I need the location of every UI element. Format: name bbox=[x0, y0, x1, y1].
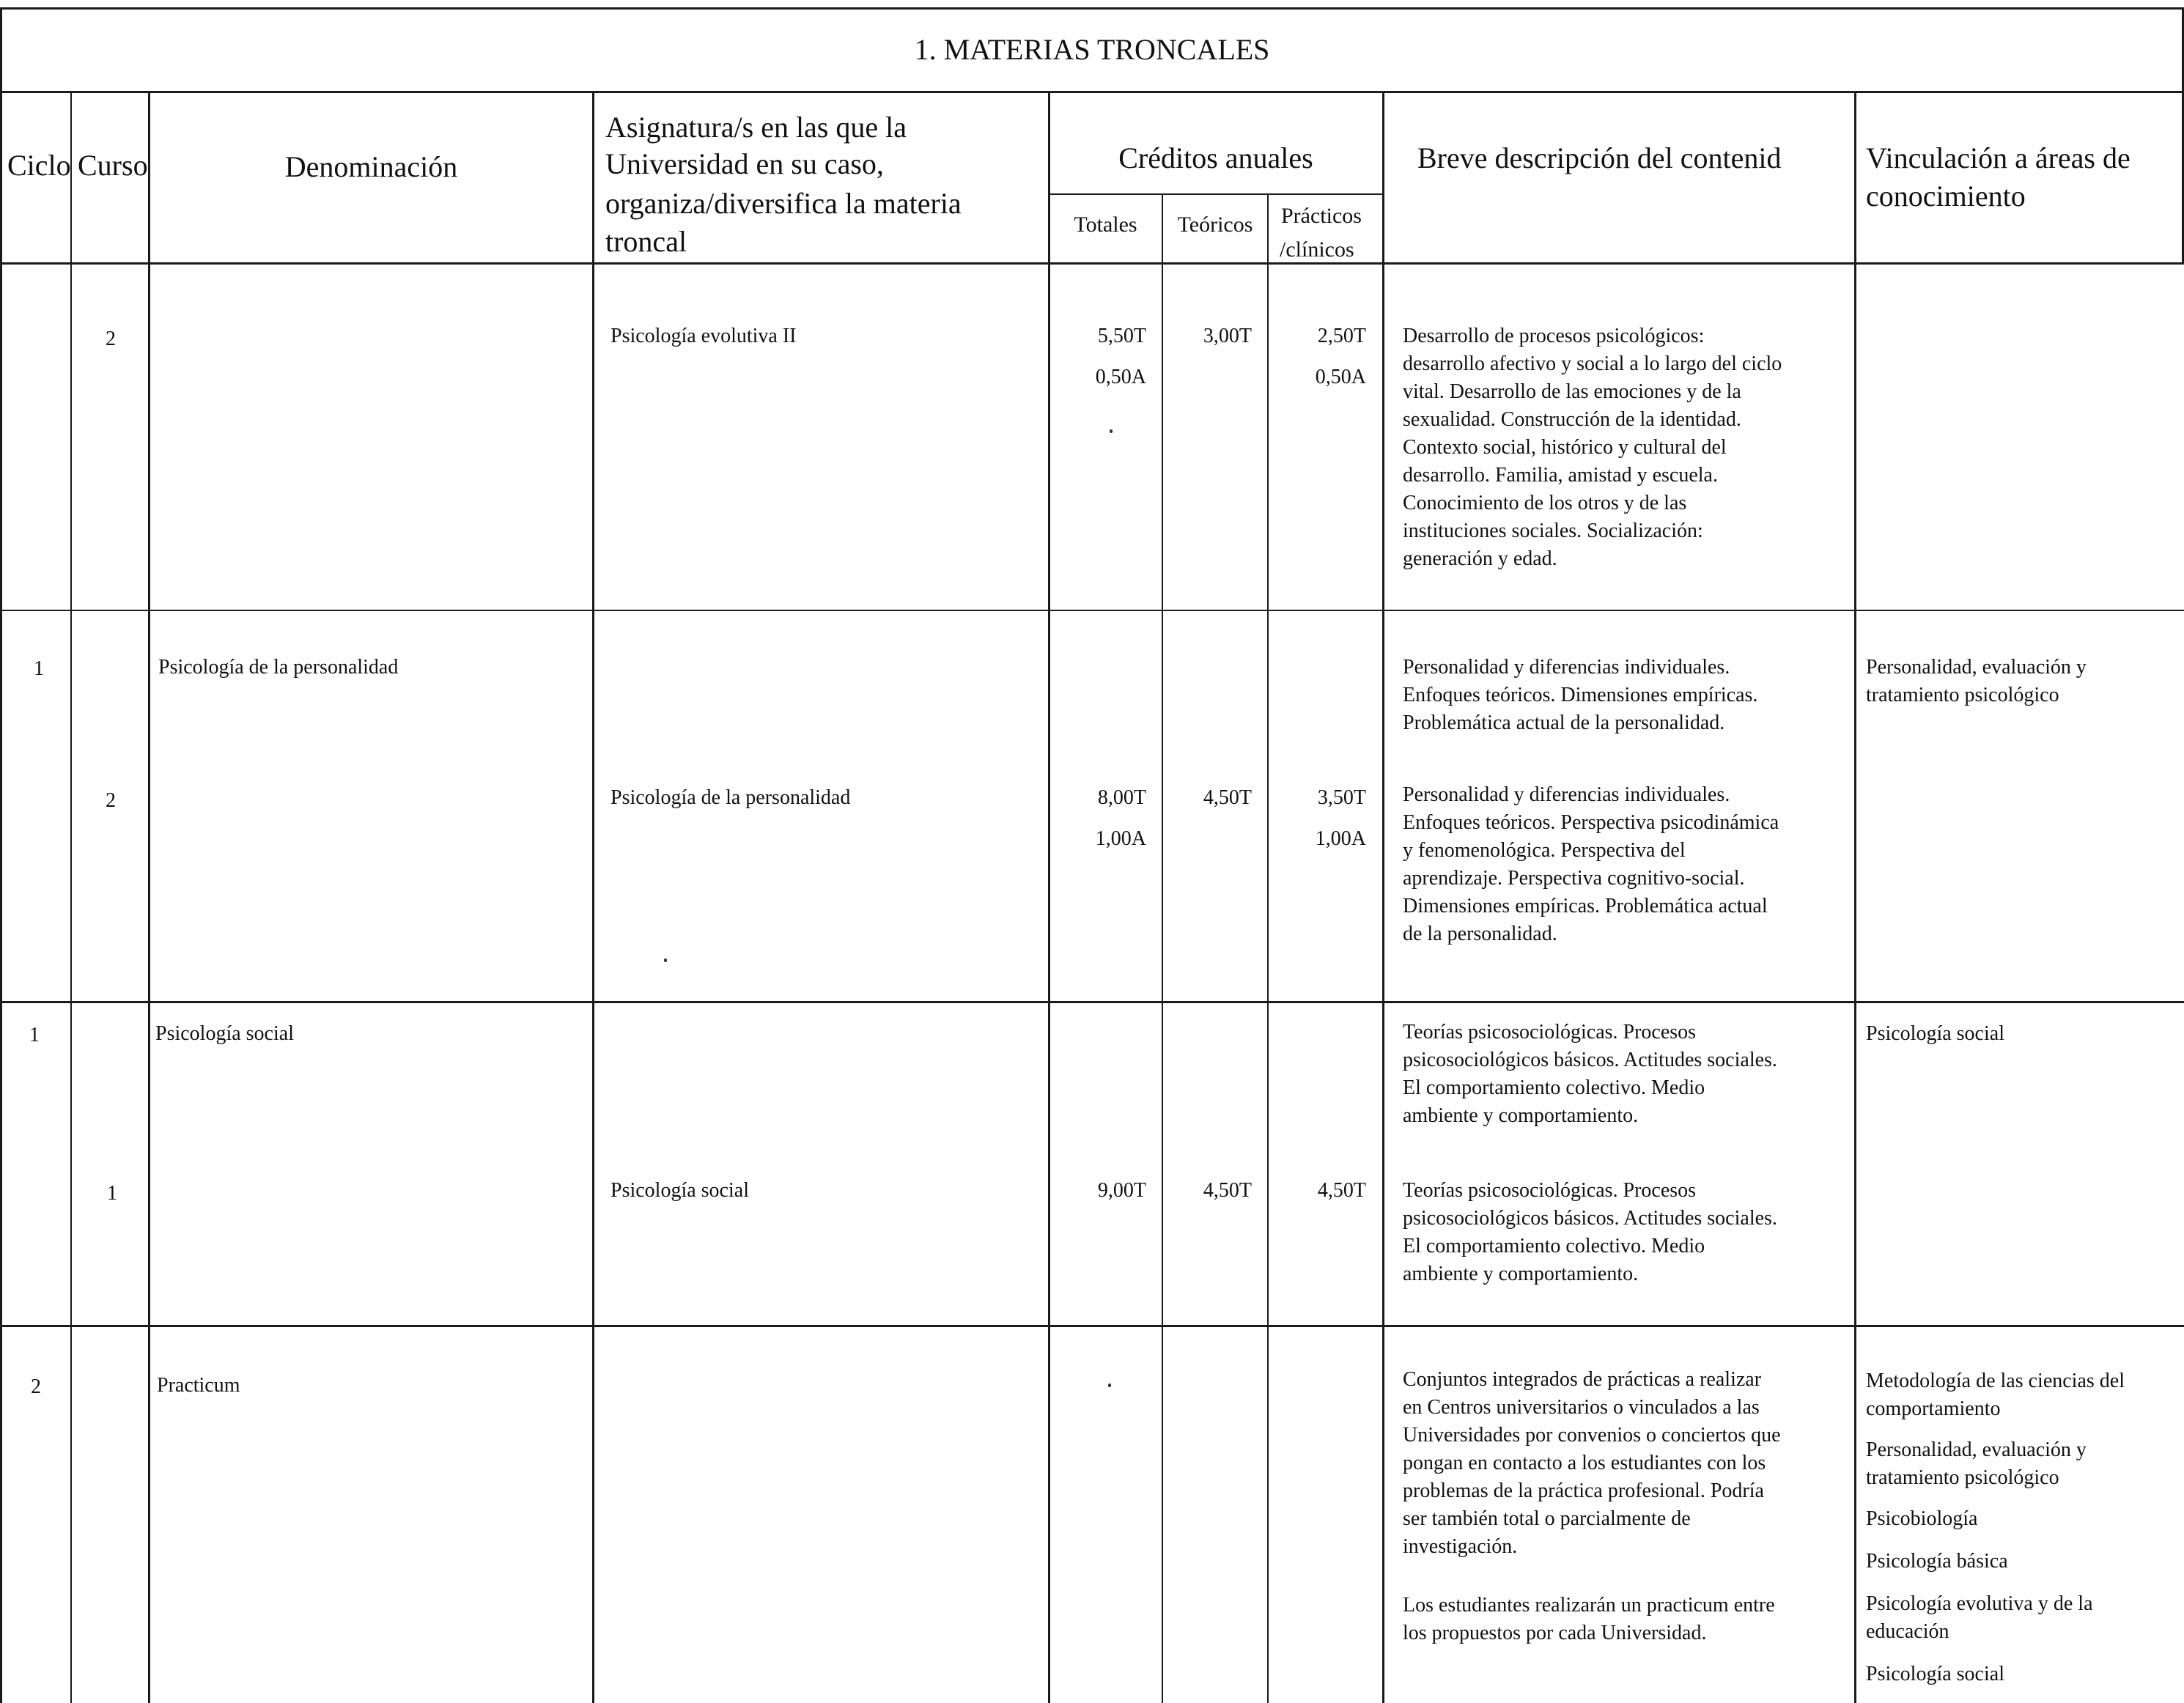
col-line-teoricos bbox=[1267, 193, 1269, 1703]
document-page: 1. MATERIAS TRONCALES Ciclo Curso Denominación Asignatura/s en las que la Universidad en su caso, organiza/diversifica la materia troncal Créditos anuales Totales Teóricos Prácticos /clínicos Breve descripción del contenid Vinculación a áreas de conocimiento 2 Psicología evolutiva II 5,50T 0,50A 3,00T 2,50T 0,50A Desarrollo de procesos psicológicos: desarrollo afectivo y social a lo largo del ciclo vital. Desarrollo de las emociones y de la sexualidad. Construcción de la identidad. Contexto social, histórico y cultural del desarrollo. Familia, amistad y escuela. Conocimiento de los otros y de las instituciones sociales. Socialización: generación y edad. 1 Psicología de la personalidad Personalidad y diferencias individuales. Enfoques teóricos. Dimensiones empíricas. Problemática actual de la personalidad. Personalidad, evaluación y tratamiento psicológico 2 Psicología de la personalidad 8,00T 1,00A 4,50T 3,50T 1,00A Personalidad y diferencias individuales. Enfoques teóricos. Perspectiva psicodinámica y fenomenológica. Perspectiva del aprendizaje. Perspectiva cognitivo-social. Dimensiones empíricas. Problemática actual de la personalidad. 1 Psicología social Teorías psicosociológicas. Procesos psicosociológicos básicos. Actitudes sociales. El comportamiento colectivo. Medio ambiente y comportamiento. Psicología social 1 Psicología social 9,00T 4,50T 4,50T Teorías psicosociológicas. Procesos psicosociológicos básicos. Actitudes sociales. El comportamiento colectivo. Medio ambiente y comportamiento. 2 Practicum Conjuntos integrados de prácticas a realizar en Centros universitarios o vinculados a las Universidades por convenios o conciertos que pongan en contacto a los estudiantes con los problemas de la práctica profesional. Podría ser también total o parcialmente de investigación. Los estudiantes realizarán un practicum entre los propuestos por cada Universidad. Metodología de las ciencias del comportamiento Personalidad, evaluación y tratamiento psicológico Psicobiología Psicología básica Psicología evolutiva y de la educación Psicología social bbox=[0, 0, 2184, 1703]
col-line-totales bbox=[1162, 193, 1163, 1703]
header-totales: Totales bbox=[1074, 213, 1137, 237]
ciclo-cell: 1 bbox=[29, 1024, 40, 1046]
practicos-cell: 2,50T bbox=[1317, 325, 1366, 347]
col-line-asignatura bbox=[1048, 91, 1050, 1703]
curso-cell: 1 bbox=[107, 1182, 117, 1205]
asignatura-cell: Psicología de la personalidad bbox=[610, 786, 851, 809]
curso-cell: 2 bbox=[106, 789, 116, 812]
header-teoricos: Teóricos bbox=[1177, 213, 1253, 237]
practicos-cell: 0,50A bbox=[1315, 366, 1366, 388]
page-title: 1. MATERIAS TRONCALES bbox=[914, 33, 1270, 66]
totales-cell: 5,50T bbox=[1097, 325, 1146, 347]
header-creditos: Créditos anuales bbox=[1118, 141, 1313, 174]
table-top-border bbox=[0, 7, 2184, 10]
denominacion-cell: Practicum bbox=[157, 1374, 240, 1397]
header-denominacion: Denominación bbox=[284, 150, 458, 183]
scan-speck bbox=[1110, 429, 1113, 433]
totales-cell: 9,00T bbox=[1097, 1179, 1146, 1202]
col-line-practicos bbox=[1382, 91, 1384, 1703]
header-ciclo: Ciclo bbox=[7, 149, 71, 182]
row-separator bbox=[0, 610, 2184, 611]
asignatura-cell: Psicología evolutiva II bbox=[610, 325, 797, 347]
practicos-cell: 1,00A bbox=[1315, 827, 1366, 850]
teoricos-cell: 3,00T bbox=[1203, 325, 1252, 347]
denominacion-cell: Psicología de la personalidad bbox=[158, 656, 399, 679]
title-bottom-border bbox=[0, 91, 2184, 93]
header-descripcion: Breve descripción del contenid bbox=[1417, 141, 1782, 174]
header-bottom-border bbox=[0, 262, 2184, 265]
practicos-cell: 4,50T bbox=[1317, 1179, 1366, 1202]
ciclo-cell: 1 bbox=[34, 657, 44, 680]
practicos-cell: 3,50T bbox=[1317, 786, 1366, 809]
denominacion-cell: Psicología social bbox=[155, 1022, 294, 1045]
totales-cell: 0,50A bbox=[1095, 366, 1146, 388]
header-curso: Curso bbox=[78, 149, 148, 182]
col-line-descripcion bbox=[1854, 91, 1856, 1703]
row-separator bbox=[0, 1001, 2184, 1003]
curso-cell: 2 bbox=[106, 328, 116, 350]
ciclo-cell: 2 bbox=[31, 1375, 41, 1398]
col-line-curso bbox=[148, 91, 150, 1703]
totales-cell: 8,00T bbox=[1097, 786, 1146, 809]
row-separator bbox=[0, 1325, 2184, 1327]
teoricos-cell: 4,50T bbox=[1203, 1179, 1252, 1202]
col-line-denominacion bbox=[592, 91, 594, 1703]
creditos-sub-border bbox=[1048, 193, 1384, 195]
scan-speck bbox=[664, 958, 667, 962]
col-line-ciclo bbox=[70, 91, 72, 1703]
teoricos-cell: 4,50T bbox=[1203, 786, 1252, 809]
totales-cell: 1,00A bbox=[1095, 827, 1146, 850]
asignatura-cell: Psicología social bbox=[610, 1179, 749, 1202]
scan-speck bbox=[1108, 1384, 1111, 1387]
